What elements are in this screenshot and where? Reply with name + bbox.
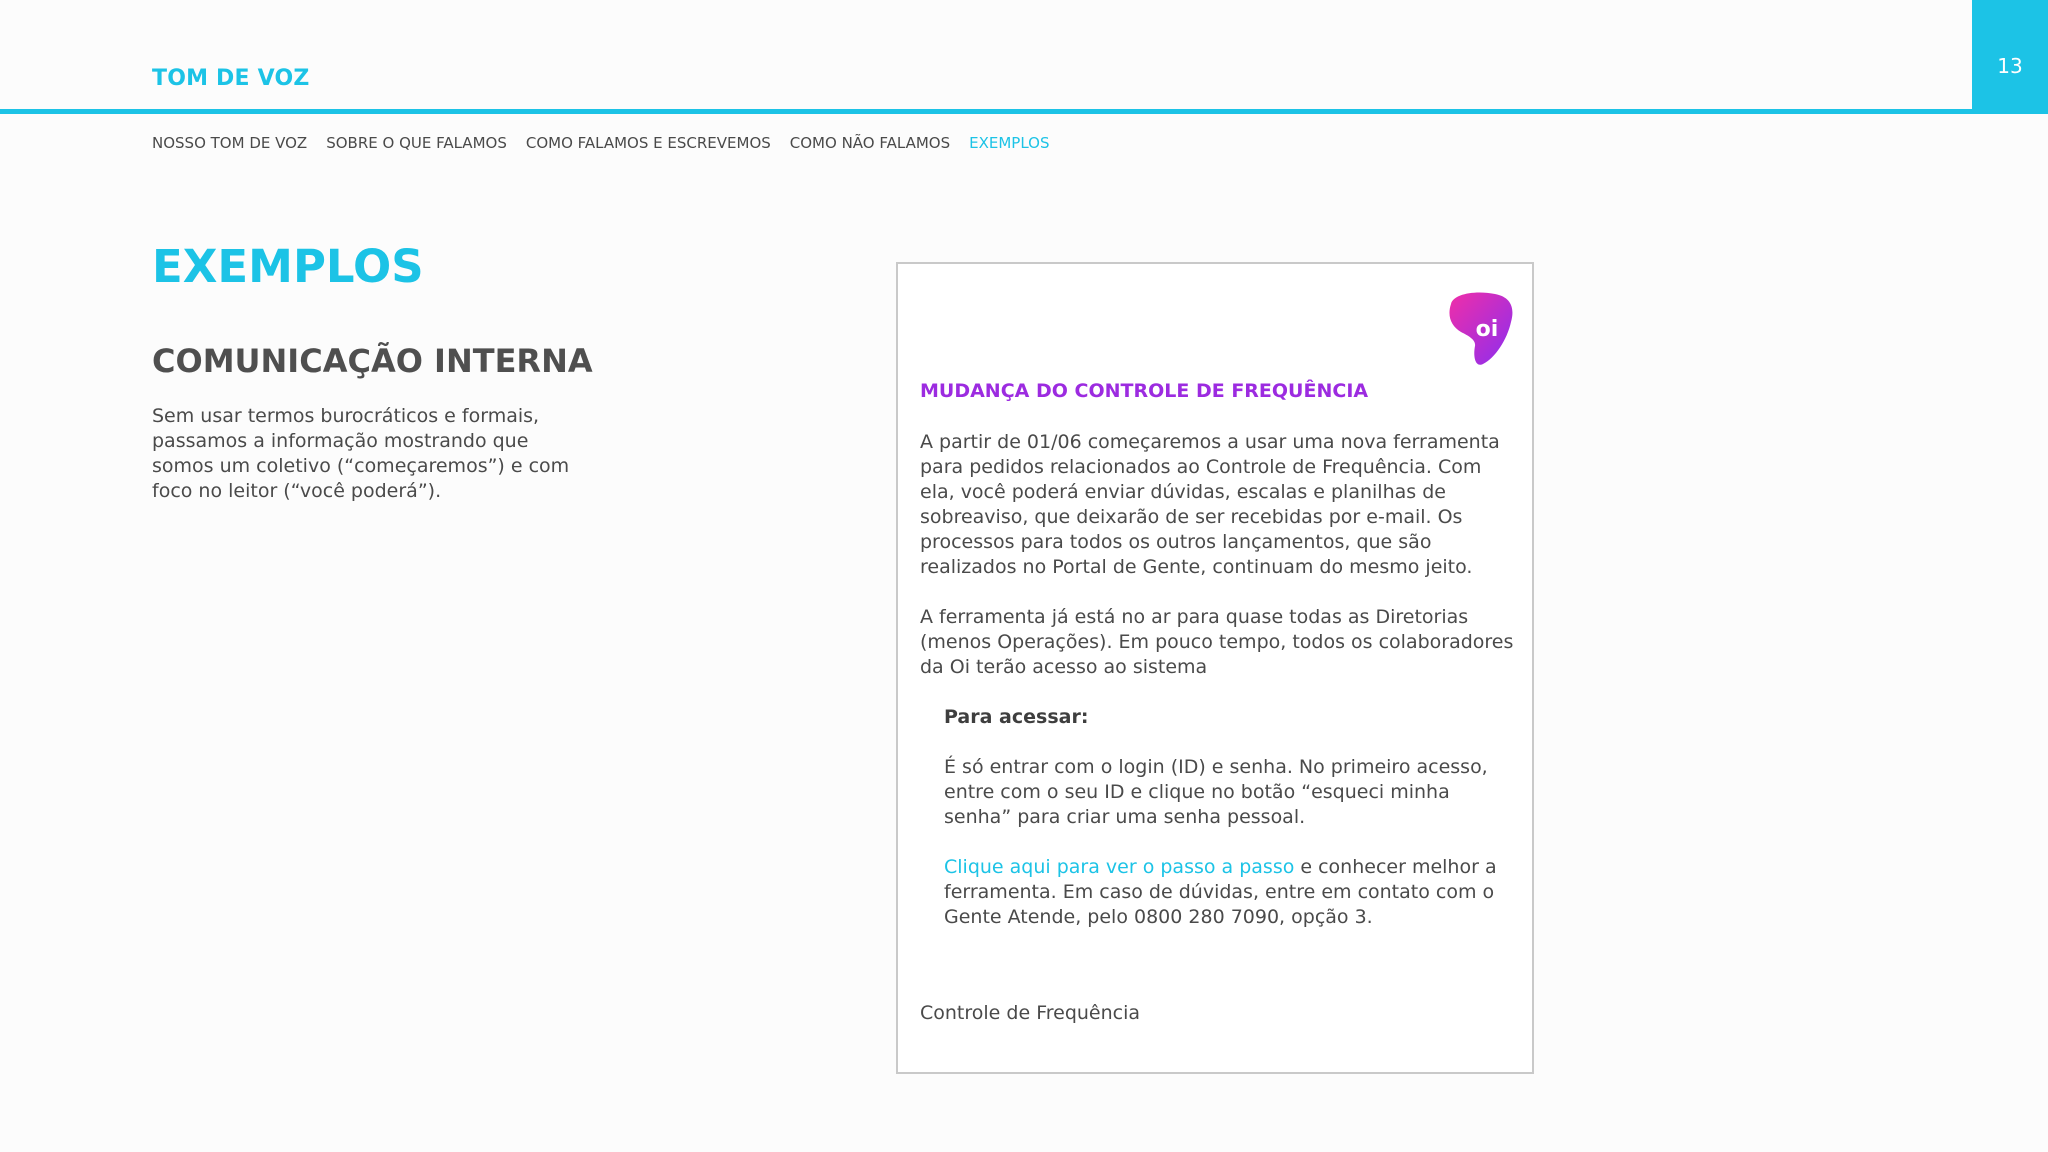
section-nav <box>152 134 1050 152</box>
access-link-paragraph <box>944 855 1520 930</box>
page-number: 13 <box>1997 54 2023 78</box>
email-paragraph: A partir de 01/06 começaremos a usar uma nova ferramenta para pedidos relacionados ao Controle de Frequência. Com ela, você poderá enviar dúvidas, escalas e planilhas de sobreaviso, que deixarão de ser recebidas por e-mail. Os processos para todos os outros lançamentos, que são realizados no Portal de Gente, continuam do mesmo jeito. <box>920 431 1500 578</box>
email-heading: MUDANÇA DO CONTROLE DE FREQUÊNCIA <box>920 380 1369 402</box>
email-paragraph: A ferramenta já está no ar para quase todas as Diretorias (menos Operações). Em pouco tempo, todos os colaboradores da Oi terão acesso ao sistema <box>920 606 1514 678</box>
oi-logo-icon <box>1445 290 1515 366</box>
header-divider <box>0 109 1972 114</box>
section-header-title: TOM DE VOZ <box>152 66 310 91</box>
page-title: EXEMPLOS <box>152 240 424 293</box>
intro-text <box>152 404 582 504</box>
page-subtitle: COMUNICAÇÃO INTERNA <box>152 342 593 380</box>
email-body <box>920 430 1520 955</box>
nav-item-como-falamos-e-escrevemos[interactable]: COMO FALAMOS E ESCREVEMOS <box>525 134 771 152</box>
access-instructions <box>920 705 1520 930</box>
access-title: Para acessar: <box>944 706 1089 728</box>
step-by-step-link[interactable]: Clique aqui para ver o passo a passo <box>944 856 1295 878</box>
access-link-suffix: e conhecer melhor a ferramenta. Em caso de dúvidas, entre em contato com o Gente Atende, pelo 0800 280 7090, opção 3. <box>944 856 1497 928</box>
email-signature: Controle de Frequência <box>920 1002 1141 1024</box>
nav-item-nosso-tom-de-voz[interactable]: NOSSO TOM DE VOZ <box>152 134 308 152</box>
nav-item-como-nao-falamos[interactable]: COMO NÃO FALAMOS <box>789 134 951 152</box>
intro-paragraph: Sem usar termos burocráticos e formais, passamos a informação mostrando que somos um coletivo (“começaremos”) e com foco no leitor (“você poderá”). <box>152 405 570 502</box>
email-example-card <box>896 262 1534 1074</box>
page-number-badge <box>1972 0 2048 114</box>
nav-item-sobre-o-que-falamos[interactable]: SOBRE O QUE FALAMOS <box>326 134 507 152</box>
nav-item-exemplos[interactable]: EXEMPLOS <box>969 134 1050 152</box>
access-text: É só entrar com o login (ID) e senha. No primeiro acesso, entre com o seu ID e clique no botão “esqueci minha senha” para criar uma senha pessoal. <box>944 756 1488 828</box>
oi-logo-text: oi <box>1475 317 1499 342</box>
